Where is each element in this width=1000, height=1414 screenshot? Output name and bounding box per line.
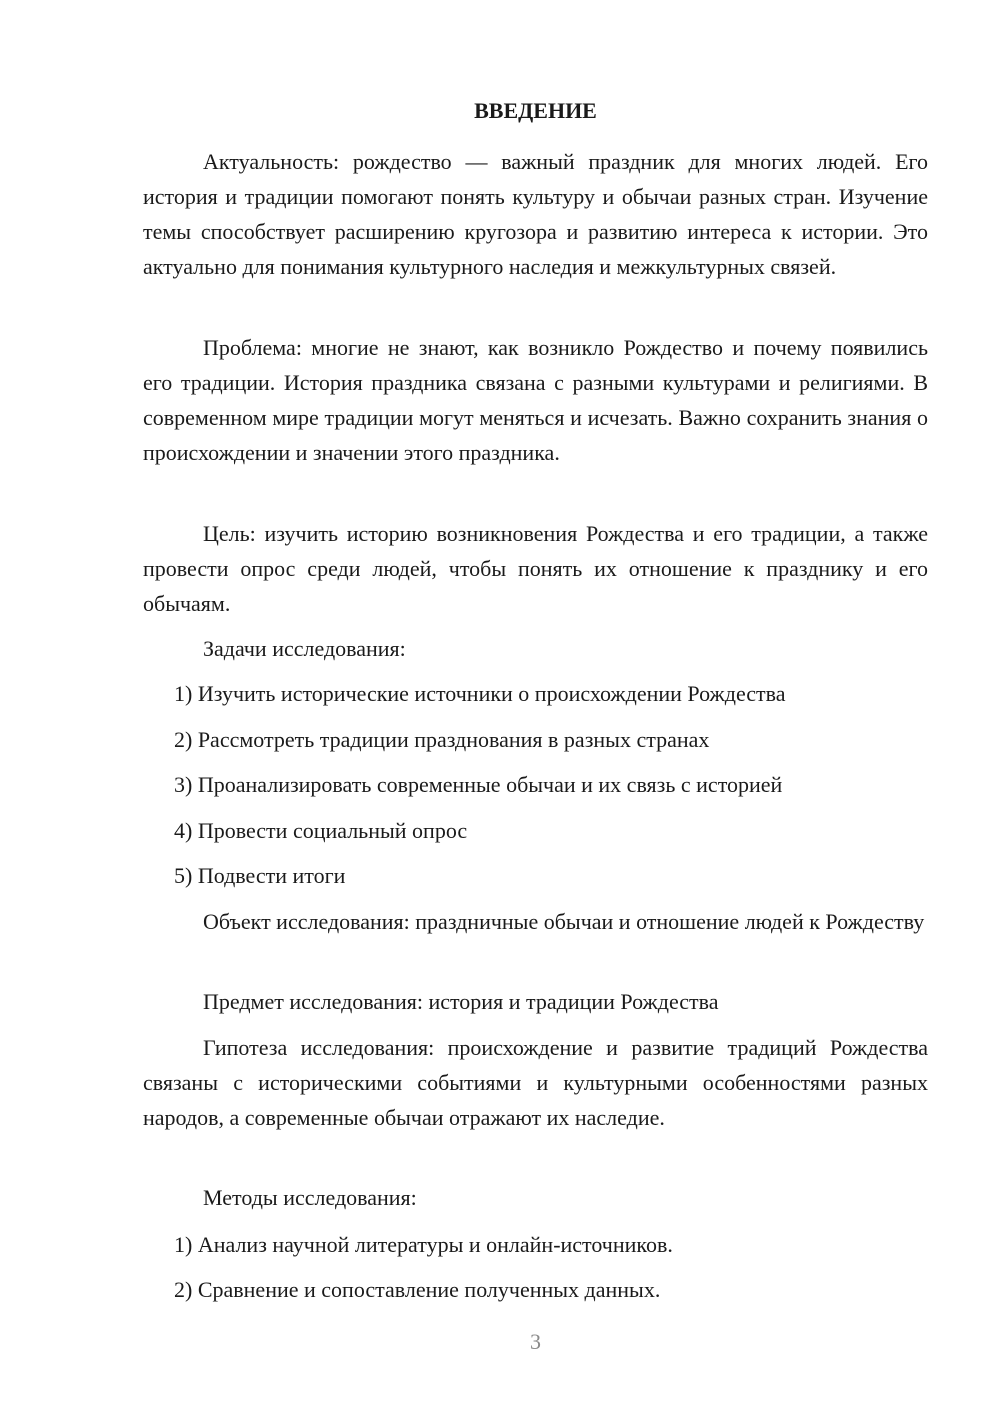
list-item: 5) Подвести итоги: [174, 863, 346, 888]
list-item: 1) Анализ научной литературы и онлайн-источников.: [174, 1232, 673, 1257]
list-item: 3) Проанализировать современные обычаи и их связь с историей: [174, 772, 783, 797]
list-item: 4) Провести социальный опрос: [174, 818, 468, 843]
list-item: 2) Рассмотреть традиции празднования в разных странах: [174, 727, 710, 752]
hypothesis-paragraph: Гипотеза исследования: происхождение и развитие традиций Рождества связаны с историческими событиями и культурными особенностями разных народов, а современные обычаи отражают их наследие.: [143, 1035, 928, 1130]
relevance-paragraph: Актуальность: рождество — важный праздник для многих людей. Его история и традиции помогают понять культуру и обычаи разных стран. Изучение темы способствует расширению кругозора и развитию интереса к истории. Это актуально для понимания культурного наследия и межкультурных связей.: [143, 149, 928, 279]
methods-heading: Методы исследования:: [203, 1185, 417, 1210]
subject-paragraph: Предмет исследования: история и традиции Рождества: [203, 989, 719, 1014]
list-item: 2) Сравнение и сопоставление полученных данных.: [174, 1277, 661, 1302]
goal-paragraph: Цель: изучить историю возникновения Рождества и его традиции, а также провести опрос среди людей, чтобы понять их отношение к празднику и его обычаям.: [143, 521, 928, 616]
list-item: 1) Изучить исторические источники о происхождении Рождества: [174, 681, 786, 706]
page-number: 3: [530, 1329, 541, 1354]
object-paragraph: Объект исследования: праздничные обычаи и отношение людей к Рождеству: [203, 909, 925, 934]
page-title: ВВЕДЕНИЕ: [474, 98, 597, 123]
tasks-heading: Задачи исследования:: [203, 636, 406, 661]
problem-paragraph: Проблема: многие не знают, как возникло Рождество и почему появились его традиции. История праздника связана с разными культурами и религиями. В современном мире традиции могут меняться и исчезать. Важно сохранить знания о происхождении и значении этого праздника.: [143, 335, 928, 465]
